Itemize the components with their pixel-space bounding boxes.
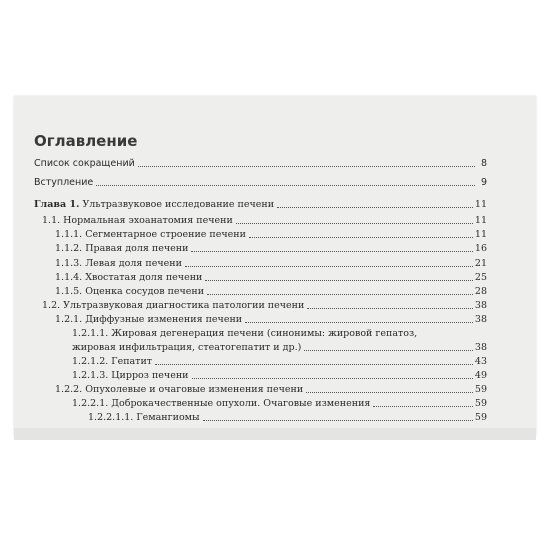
- toc-leader: [277, 207, 473, 208]
- toc-entry-page: 9: [480, 177, 487, 188]
- toc-entry-title: 1.1.3. Левая доля печени: [55, 258, 182, 269]
- toc-entry-page: 49: [474, 370, 487, 381]
- toc-entry[interactable]: [55, 383, 487, 396]
- toc-entry[interactable]: [55, 242, 487, 255]
- toc-leader: [249, 237, 473, 238]
- toc-leader: [96, 185, 475, 186]
- toc-leader: [138, 166, 475, 167]
- toc-entry[interactable]: [88, 411, 487, 424]
- toc-entry-title: 1.2.1.2. Гепатит: [72, 356, 153, 367]
- toc-entry[interactable]: [42, 214, 487, 227]
- toc-entry-page: 11: [474, 199, 487, 210]
- toc-leader: [306, 392, 473, 393]
- toc-leader: [185, 266, 473, 267]
- toc-entry-page: 38: [474, 300, 487, 311]
- toc-entry-title: 1.2. Ультразвуковая диагностика патологии печени: [42, 300, 305, 311]
- toc-entry-page: 25: [474, 272, 487, 283]
- toc-leader: [307, 308, 473, 309]
- toc-heading: Оглавление: [34, 132, 138, 150]
- toc-entry-title: 1.2.2. Опухолевые и очаговые изменения печени: [55, 384, 304, 395]
- toc-entry[interactable]: [72, 341, 487, 354]
- toc-entry-title: 1.2.1. Диффузные изменения печени: [55, 314, 243, 325]
- toc-entry-title: 1.1.1. Сегментарное строение печени: [55, 229, 246, 240]
- bleed-through-text: [330, 134, 333, 144]
- toc-leader: [205, 280, 473, 281]
- toc-entry[interactable]: [34, 157, 487, 170]
- toc-leader: [236, 223, 473, 224]
- toc-entry[interactable]: [72, 369, 487, 382]
- toc-leader: [373, 406, 473, 407]
- toc-entry-page: 38: [474, 314, 487, 325]
- toc-entry[interactable]: [55, 271, 487, 284]
- toc-entry-page: 59: [474, 412, 487, 423]
- toc-entry-page: 28: [474, 286, 487, 297]
- toc-entry-title: Список сокращений: [34, 158, 135, 169]
- toc-entry-title: 1.1.4. Хвостатая доля печени: [55, 272, 203, 283]
- toc-entry[interactable]: [72, 355, 487, 368]
- toc-entry-title: Ультразвуковое исследование печени: [82, 199, 275, 210]
- toc-entry-title: 1.2.2.1. Доброкачественные опухоли. Очаговые изменения: [72, 398, 371, 409]
- toc-entry-title-line1: 1.2.1.1. Жировая дегенерация печени (синонимы: жировой гепатоз,: [72, 328, 418, 339]
- toc-entry-page: 8: [480, 158, 487, 169]
- toc-entry-title: 1.2.1.3. Цирроз печени: [72, 370, 189, 381]
- toc-entry[interactable]: [72, 397, 487, 410]
- page-bottom-strip: [14, 428, 536, 440]
- toc-entry-title: Вступление: [34, 177, 94, 188]
- toc-leader: [192, 378, 473, 379]
- toc-leader: [155, 364, 473, 365]
- toc-entry-page: 43: [474, 356, 487, 367]
- toc-entry-title: 1.1.5. Оценка сосудов печени: [55, 286, 205, 297]
- toc-entry-title: 1.1. Нормальная эхоанатомия печени: [42, 215, 233, 226]
- toc-leader: [304, 350, 473, 351]
- toc-entry[interactable]: [55, 285, 487, 298]
- toc-leader: [207, 294, 473, 295]
- toc-entry-page: 59: [474, 384, 487, 395]
- toc-entry[interactable]: [42, 299, 487, 312]
- toc-entry-title: 1.2.2.1.1. Гемангиомы: [88, 412, 200, 423]
- toc-entry-title: жировая инфильтрация, стеатогепатит и др.): [72, 342, 302, 353]
- toc-entry[interactable]: [55, 313, 487, 326]
- toc-entry-page: 11: [474, 229, 487, 240]
- toc-entry-page: 59: [474, 398, 487, 409]
- toc-entry-page: 38: [474, 342, 487, 353]
- toc-entry-page: 11: [474, 215, 487, 226]
- toc-leader: [191, 251, 473, 252]
- toc-entry[interactable]: [55, 257, 487, 270]
- toc-entry[interactable]: [34, 176, 487, 189]
- toc-leader: [245, 322, 473, 323]
- toc-entry-title: 1.1.2. Правая доля печени: [55, 243, 189, 254]
- toc-chapter-entry[interactable]: [34, 198, 487, 211]
- toc-chapter-label: Глава 1.: [34, 199, 80, 210]
- toc-entry-page: 16: [474, 243, 487, 254]
- toc-entry-page: 21: [474, 258, 487, 269]
- toc-leader: [203, 420, 473, 421]
- toc-entry[interactable]: [55, 228, 487, 241]
